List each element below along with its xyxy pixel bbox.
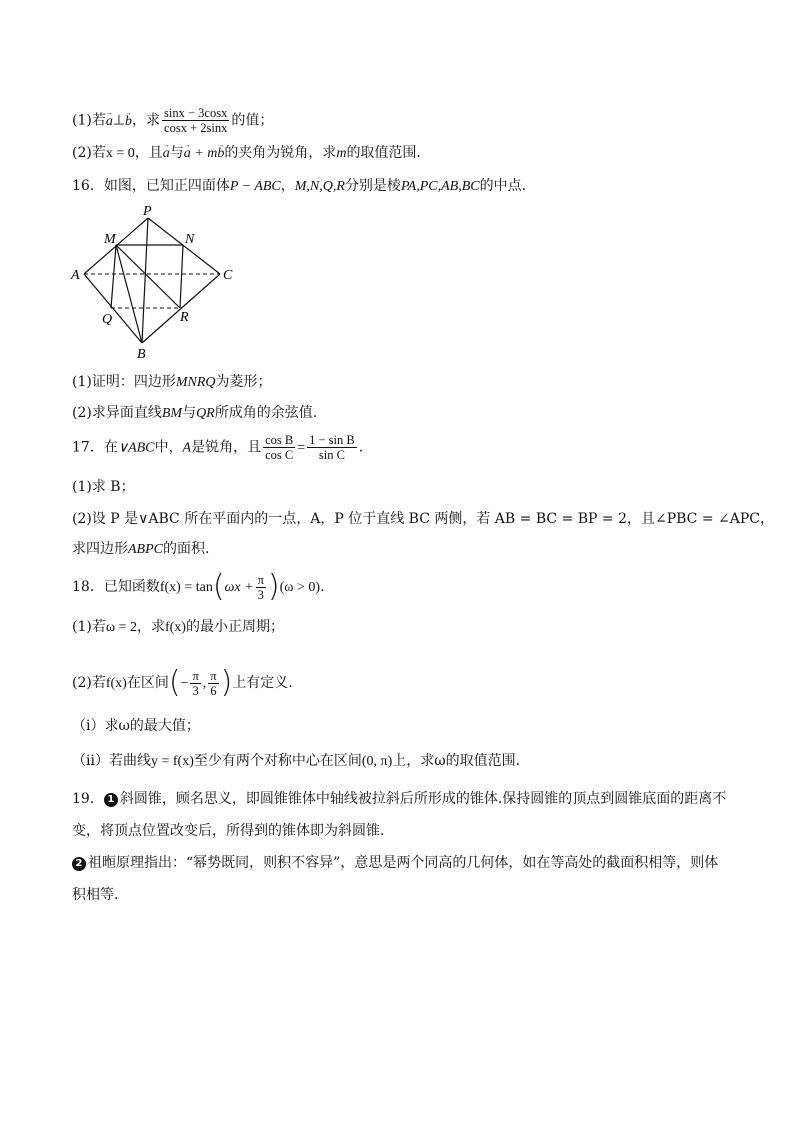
q18-part1: (1)若ω = 2，求f(x)的最小正周期；: [72, 619, 284, 635]
q18-part2: (2)若f(x)在区间(− $\frac{\pi}{3}$ , $\frac{\pi}{6}$ )上有定义.: [72, 665, 293, 700]
fraction-pi-3: $\frac{\pi}{3}$: [257, 572, 264, 602]
q18-sub2: （ii）若曲线y = f(x)至少有两个对称中心在区间(0, π)上，求ω的取值范围.: [72, 753, 521, 769]
q17-part2-line2: 求四边形ABPC的面积.: [72, 541, 210, 557]
fraction-neg-pi-3: $\frac{\pi}{3}$: [192, 668, 199, 698]
label-p: P: [143, 204, 152, 219]
label-q: Q: [102, 312, 113, 327]
q15-part2: (2)若x = 0，且→ a与→ a + m→ b的夹角为锐角，求m的取值范围.: [72, 144, 421, 163]
label-m: M: [104, 232, 116, 247]
vector-a: → a: [184, 145, 191, 163]
vector-b: → b: [125, 113, 132, 131]
segment-nr: [180, 245, 183, 308]
q17-part1: (1)求 B；: [72, 479, 135, 495]
label-c: C: [223, 268, 233, 283]
q19-line1: 19． 1 斜圆锥，顾名思义，即圆锥锥体中轴线被拉斜后所形成的锥体.保持圆锥的顶点到圆锥底面的距离不: [72, 791, 727, 807]
q18-stem: 18．已知函数f(x) = tan(ωx + $\frac{\pi}{3}$ )(ω > 0).: [72, 569, 325, 604]
label-n: N: [185, 232, 195, 247]
q17-part2-line1: (2)设 P 是∨ABC 所在平面内的一点，A，P 位于直线 BC 两侧，若 AB = BC = BP = 2，且∠PBC = ∠APC，: [72, 511, 774, 527]
label-r: R: [180, 310, 189, 325]
vector-a: → a: [106, 113, 113, 131]
fraction-pi-6: $\frac{\pi}{6}$: [210, 668, 217, 698]
circled-number-2: 2: [72, 857, 86, 871]
q19-line3: 2 祖暅原理指出：“幂势既同，则积不容异”，意思是两个同高的几何体，如在等高处的截面积相等，则体: [72, 854, 718, 872]
tetrahedron-figure: [70, 200, 240, 365]
q19-line4: 积相等.: [72, 887, 119, 903]
q16-stem: 16．如图，已知正四面体P − ABC，M,N,Q,R分别是棱PA,PC,AB,BC的中点.: [72, 178, 527, 194]
vector-b: → b: [217, 145, 224, 163]
q15-part1: (1)若→ a⊥→ b，求 $\frac{\sin x - 3\cos x}{\cos x + 2\sin x}$ 的值；: [72, 106, 273, 135]
vector-a: → a: [163, 145, 170, 163]
fraction-trig: $\frac{\sin x - 3\cos x}{\cos x + 2\sin x}$: [164, 106, 228, 135]
q18-sub1: （i）求ω的最大值；: [72, 718, 200, 734]
label-a: A: [71, 268, 80, 283]
q17-stem: 17．在∨ABC中，A是锐角，且 $\frac{\text{cos B}}{\text{cos C}}$ = $\frac{\text{1 − sin B}}{\text{sin C}}$ .: [72, 433, 364, 462]
fraction-cos: $\frac{\text{cos B}}{\text{cos C}}$: [265, 433, 294, 462]
segment-mq: [111, 245, 116, 308]
label-b: B: [137, 347, 146, 362]
q16-part2: (2)求异面直线BM与QR所成角的余弦值.: [72, 405, 318, 421]
segment-mr: [116, 245, 180, 308]
q19-line2: 变，将顶点位置改变后，所得到的锥体即为斜圆锥.: [72, 823, 385, 839]
q16-part1: (1)证明：四边形MNRQ为菱形；: [72, 374, 272, 390]
fraction-sin: $\frac{\text{1 − sin B}}{\text{sin C}}$: [309, 433, 355, 462]
edge-pc: [148, 218, 220, 274]
edge-pb: [142, 218, 148, 343]
circled-number-1: 1: [104, 793, 118, 807]
